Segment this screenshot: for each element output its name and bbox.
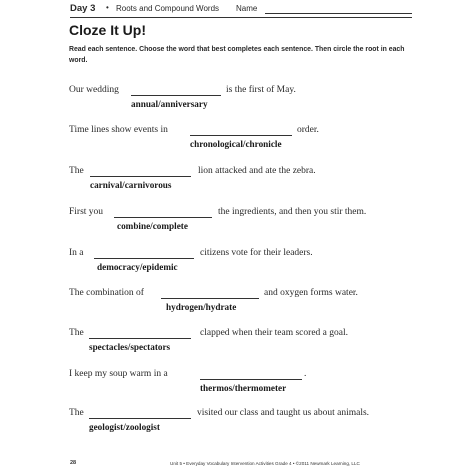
worksheet-header xyxy=(70,2,412,18)
question-item xyxy=(69,288,414,318)
footer-credits: Unit 5 • Everyday Vocabulary Intervention Activities Grade 4 • ©2011 Newmark Learning, LLC xyxy=(170,461,360,466)
question-item xyxy=(69,207,414,237)
answer-blank[interactable] xyxy=(89,338,191,339)
sentence-start: The xyxy=(69,328,84,338)
question-item xyxy=(69,166,414,196)
answer-blank[interactable] xyxy=(89,418,191,419)
question-item xyxy=(69,369,414,399)
sentence-end: is the first of May. xyxy=(226,85,296,95)
answer-blank[interactable] xyxy=(90,176,191,177)
page-title: Cloze It Up! xyxy=(69,22,146,38)
word-choices: geologist/zoologist xyxy=(89,422,160,432)
question-item xyxy=(69,328,414,358)
answer-blank[interactable] xyxy=(94,258,194,259)
sentence-end: the ingredients, and then you stir them. xyxy=(218,207,367,217)
word-choices: democracy/epidemic xyxy=(97,262,178,272)
sentence-end: visited our class and taught us about animals. xyxy=(197,408,370,418)
day-label: Day 3 xyxy=(70,3,96,14)
sentence-start: The xyxy=(69,166,84,176)
bullet-separator: • xyxy=(106,3,109,12)
word-choices: annual/anniversary xyxy=(131,99,208,109)
sentence-start: I keep my soup warm in a xyxy=(69,369,168,379)
sentence-start: Our wedding xyxy=(69,85,119,95)
name-field-line[interactable] xyxy=(265,13,412,14)
word-choices: spectacles/spectators xyxy=(89,342,171,352)
sentence-end: citizens vote for their leaders. xyxy=(200,248,313,258)
word-choices: chronological/chronicle xyxy=(190,139,282,149)
word-choices: carnival/carnivorous xyxy=(90,180,172,190)
answer-blank[interactable] xyxy=(200,379,302,380)
sentence-end: lion attacked and ate the zebra. xyxy=(198,166,316,176)
name-label: Name xyxy=(236,4,258,13)
answer-blank[interactable] xyxy=(161,298,259,299)
answer-blank[interactable] xyxy=(131,95,221,96)
sentence-start: Time lines show events in xyxy=(69,125,168,135)
page-footer xyxy=(0,458,470,468)
word-choices: combine/complete xyxy=(117,221,188,231)
question-item xyxy=(69,248,414,278)
sentence-end: . xyxy=(304,369,307,379)
word-choices: hydrogen/hydrate xyxy=(166,302,237,312)
page-number: 28 xyxy=(70,460,77,466)
sentence-end: order. xyxy=(297,125,319,135)
word-choices: thermos/thermometer xyxy=(200,383,287,393)
sentence-start: The combination of xyxy=(69,288,144,298)
sentence-start: The xyxy=(69,408,84,418)
sentence-start: First you xyxy=(69,207,104,217)
answer-blank[interactable] xyxy=(114,217,212,218)
answer-blank[interactable] xyxy=(190,135,292,136)
instructions: Read each sentence. Choose the word that best completes each sentence. Then circle the root in each word. xyxy=(69,46,405,64)
lesson-subtitle: Roots and Compound Words xyxy=(116,4,220,13)
sentence-start: In a xyxy=(69,248,84,258)
question-item xyxy=(69,85,414,115)
sentence-end: and oxygen forms water. xyxy=(264,288,358,298)
question-item xyxy=(69,125,414,155)
sentence-end: clapped when their team scored a goal. xyxy=(200,328,348,338)
question-item xyxy=(69,408,414,438)
